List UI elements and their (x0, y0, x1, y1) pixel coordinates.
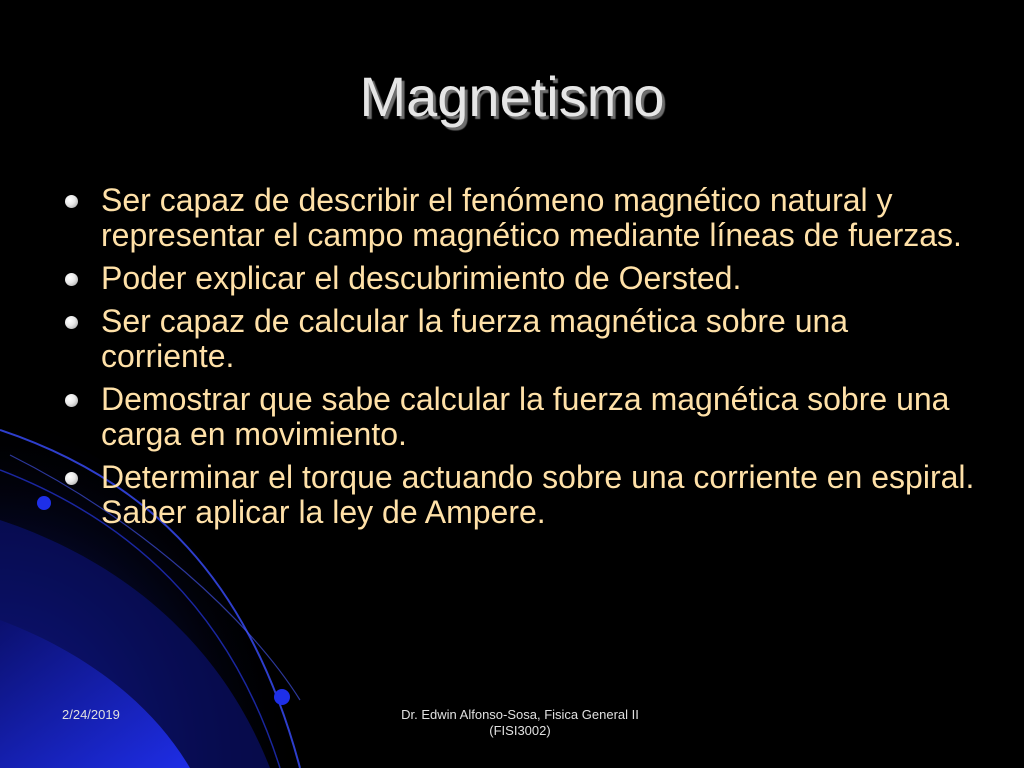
deco-dot-2 (274, 689, 290, 705)
bullet-text: Determinar el torque actuando sobre una corriente en espiral. Saber aplicar la ley de Ampere. (101, 459, 975, 530)
footer-author-name: Dr. Edwin Alfonso-Sosa, Fisica General II (401, 707, 639, 722)
bullet-text: Demostrar que sabe calcular la fuerza magnética sobre una carga en movimiento. (101, 381, 950, 452)
bullet-item (60, 304, 980, 374)
footer-course-code: (FISI3002) (489, 723, 551, 738)
bullet-dot-icon (65, 394, 78, 407)
bullet-dot-icon (65, 195, 78, 208)
bullet-item (60, 460, 980, 530)
bullet-text: Poder explicar el descubrimiento de Oersted. (101, 260, 742, 296)
bullet-list (60, 183, 980, 538)
footer-date: 2/24/2019 (62, 707, 120, 722)
deco-dot-1 (37, 496, 51, 510)
footer-author (370, 707, 670, 739)
bullet-item (60, 382, 980, 452)
bullet-dot-icon (65, 316, 78, 329)
bullet-dot-icon (65, 472, 78, 485)
bullet-text: Ser capaz de describir el fenómeno magnético natural y representar el campo magnético mediante líneas de fuerzas. (101, 182, 962, 253)
slide-title: Magnetismo (359, 65, 665, 128)
bullet-item (60, 261, 980, 296)
bullet-text: Ser capaz de calcular la fuerza magnética sobre una corriente. (101, 303, 849, 374)
bullet-item (60, 183, 980, 253)
bullet-dot-icon (65, 273, 78, 286)
